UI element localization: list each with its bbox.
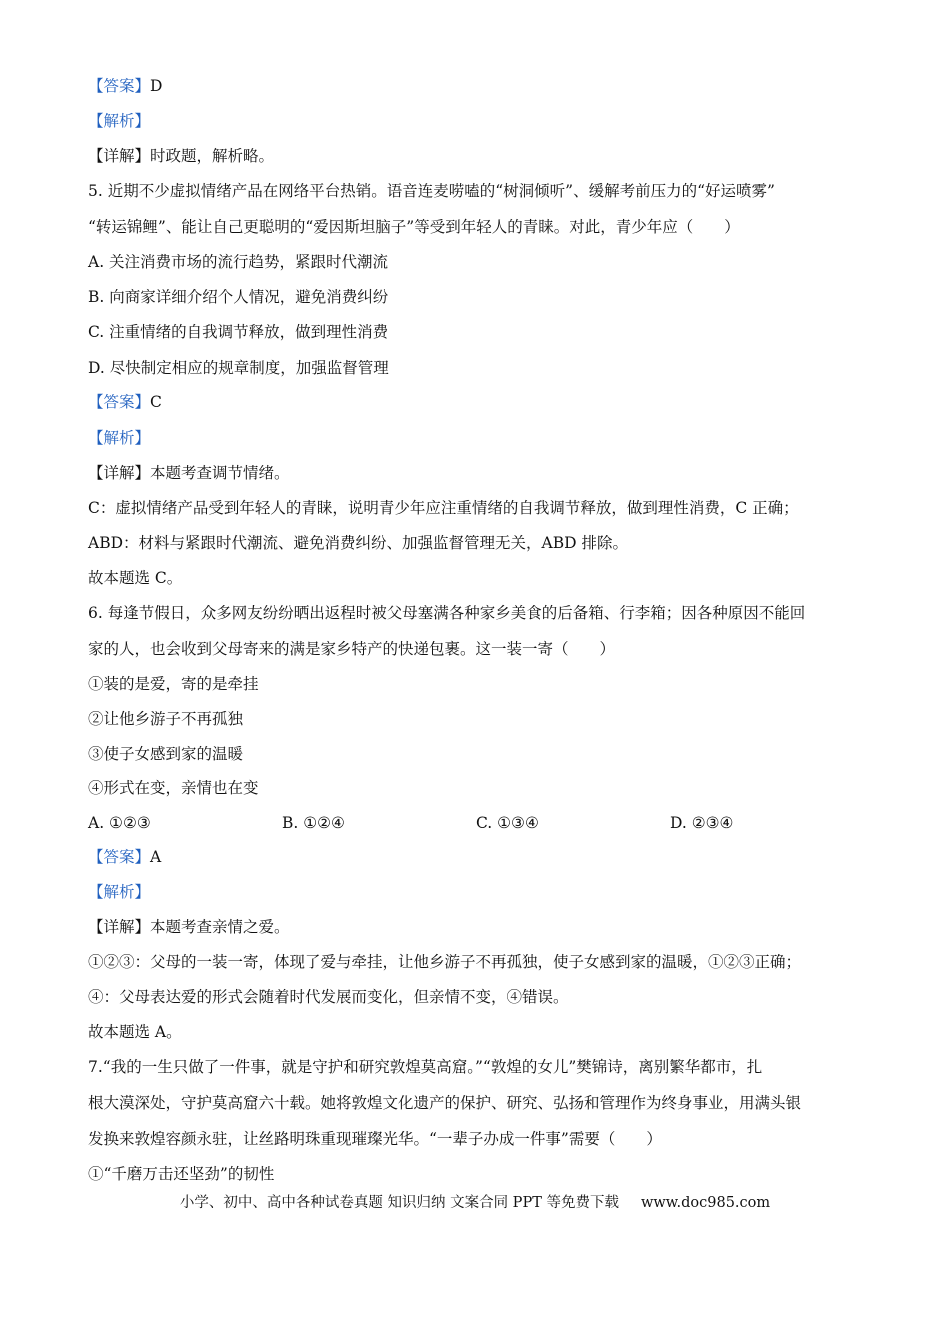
detail-tag: 【详解】 bbox=[88, 147, 151, 165]
q5-stem-line2: “转运锦鲤”、能让自己更聪明的“爱因斯坦脑子”等受到年轻人的青睐。对此，青少年应（ ） bbox=[88, 218, 740, 236]
analysis-tag-q4: 【解析】 bbox=[88, 112, 151, 130]
q6-option-b: B. ①②④ bbox=[282, 814, 345, 832]
q6-explain-line2: ④：父母表达爱的形式会随着时代发展而变化，但亲情不变，④错误。 bbox=[88, 988, 569, 1006]
answer-line-q4 bbox=[88, 75, 162, 97]
q6-option-a: A. ①②③ bbox=[88, 814, 151, 832]
q6-stem-line2: 家的人，也会收到父母寄来的满是家乡特产的快递包裹。这一装一寄（ ） bbox=[88, 640, 616, 658]
answer-value: A bbox=[150, 848, 162, 866]
footer-url: www.doc985.com bbox=[640, 1195, 771, 1211]
q6-item2: ②让他乡游子不再孤独 bbox=[88, 710, 244, 728]
answer-tag: 【答案】 bbox=[88, 393, 151, 411]
answer-tag: 【答案】 bbox=[88, 77, 151, 95]
q6-item3: ③使子女感到家的温暖 bbox=[88, 745, 244, 763]
q5-stem-line1: 5. 近期不少虚拟情绪产品在网络平台热销。语音连麦唠嗑的“树洞倾听”、缓解考前压力的“好运喷雾” bbox=[88, 182, 775, 200]
q5-explain-line2: ABD：材料与紧跟时代潮流、避免消费纠纷、加强监督管理无关，ABD 排除。 bbox=[88, 534, 628, 552]
analysis-tag-q5: 【解析】 bbox=[88, 429, 151, 447]
q5-explain-line1: C：虚拟情绪产品受到年轻人的青睐，说明青少年应注重情绪的自我调节释放，做到理性消费，C 正确； bbox=[88, 499, 799, 517]
q5-option-d: D. 尽快制定相应的规章制度，加强监督管理 bbox=[88, 359, 389, 377]
answer-value: D bbox=[150, 77, 163, 95]
detail-text: 本题考查调节情绪。 bbox=[150, 464, 290, 482]
q6-item4: ④形式在变，亲情也在变 bbox=[88, 779, 259, 797]
detail-tag: 【详解】 bbox=[88, 918, 151, 936]
q6-conclusion: 故本题选 A。 bbox=[88, 1023, 182, 1041]
q7-stem-line2: 根大漠深处，守护莫高窟六十载。她将敦煌文化遗产的保护、研究、弘扬和管理作为终身事业，用满头银 bbox=[88, 1094, 802, 1112]
answer-tag: 【答案】 bbox=[88, 848, 151, 866]
detail-text: 时政题，解析略。 bbox=[150, 147, 275, 165]
answer-line-q5 bbox=[88, 391, 162, 413]
q6-item1: ①装的是爱，寄的是牵挂 bbox=[88, 675, 259, 693]
detail-tag: 【详解】 bbox=[88, 464, 151, 482]
q6-stem-line1: 6. 每逢节假日，众多网友纷纷晒出返程时被父母塞满各种家乡美食的后备箱、行李箱；因各种原因不能回 bbox=[88, 604, 806, 622]
page-footer bbox=[0, 1191, 950, 1212]
q5-option-b: B. 向商家详细介绍个人情况，避免消费纠纷 bbox=[88, 288, 389, 306]
detail-line-q6 bbox=[88, 916, 290, 938]
answer-line-q6 bbox=[88, 846, 161, 868]
q6-option-c: C. ①③④ bbox=[476, 814, 539, 832]
detail-text: 本题考查亲情之爱。 bbox=[150, 918, 290, 936]
q6-explain-line1: ①②③：父母的一装一寄，体现了爱与牵挂，让他乡游子不再孤独，使子女感到家的温暖，①②③正确； bbox=[88, 953, 802, 971]
footer-text: 小学、初中、高中各种试卷真题 知识归纳 文案合同 PPT 等免费下载 bbox=[179, 1195, 619, 1211]
q5-option-c: C. 注重情绪的自我调节释放，做到理性消费 bbox=[88, 323, 389, 341]
q5-option-a: A. 关注消费市场的流行趋势，紧跟时代潮流 bbox=[88, 253, 389, 271]
detail-line-q5 bbox=[88, 462, 290, 484]
q7-item1: ①“千磨万击还坚劲”的韧性 bbox=[88, 1165, 275, 1183]
q7-stem-line1: 7.“我的一生只做了一件事，就是守护和研究敦煌莫高窟。”“敦煌的女儿”樊锦诗，离别繁华都市，扎 bbox=[88, 1058, 763, 1076]
q7-stem-line3: 发换来敦煌容颜永驻，让丝路明珠重现璀璨光华。“一辈子办成一件事”需要（ ） bbox=[88, 1130, 662, 1148]
q6-option-d: D. ②③④ bbox=[670, 814, 734, 832]
q5-conclusion: 故本题选 C。 bbox=[88, 569, 183, 587]
analysis-tag-q6: 【解析】 bbox=[88, 883, 151, 901]
answer-value: C bbox=[150, 393, 162, 411]
detail-line-q4 bbox=[88, 145, 274, 167]
